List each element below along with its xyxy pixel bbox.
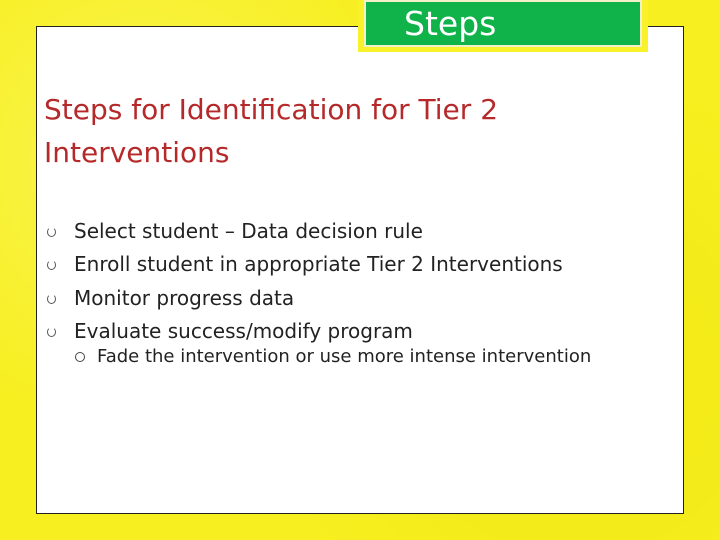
bullet-list bbox=[46, 214, 666, 348]
sub-bullet-item bbox=[75, 346, 591, 367]
bullet-item bbox=[46, 214, 666, 248]
bullet-text: Evaluate success/modify program bbox=[74, 319, 413, 344]
bullet-icon bbox=[46, 324, 56, 338]
section-tab-label: Steps bbox=[364, 0, 642, 47]
slide-title: Steps for Identification for Tier 2 Interventions bbox=[44, 93, 499, 169]
bullet-icon bbox=[46, 257, 56, 271]
bullet-text: Select student – Data decision rule bbox=[74, 218, 423, 243]
bullet-item bbox=[46, 248, 666, 282]
bullet-text: Enroll student in appropriate Tier 2 Interventions bbox=[74, 252, 563, 277]
sub-bullet-text: Fade the intervention or use more intense intervention bbox=[97, 346, 592, 367]
bullet-text: Monitor progress data bbox=[74, 285, 295, 310]
bullet-item bbox=[46, 281, 666, 315]
circle-bullet-icon bbox=[75, 352, 85, 362]
bullet-icon bbox=[46, 224, 56, 238]
bullet-item bbox=[46, 315, 666, 349]
bullet-icon bbox=[46, 291, 56, 305]
section-tab bbox=[358, 0, 648, 52]
